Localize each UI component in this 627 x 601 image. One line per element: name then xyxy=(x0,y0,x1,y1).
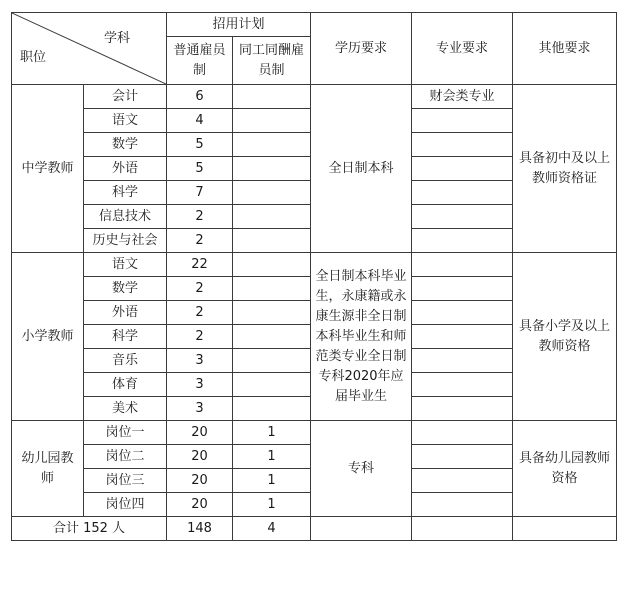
total-education-empty xyxy=(311,517,412,541)
regular-count-cell: 20 xyxy=(167,469,233,493)
major-requirement-cell xyxy=(412,109,513,133)
total-major-empty xyxy=(412,517,513,541)
regular-count-cell: 2 xyxy=(167,229,233,253)
same-pay-count-cell xyxy=(233,277,311,301)
education-requirement: 专科 xyxy=(311,421,412,517)
header-plan: 招用计划 xyxy=(167,13,311,37)
diagonal-divider xyxy=(12,13,166,84)
major-requirement-cell xyxy=(412,253,513,277)
recruitment-table xyxy=(11,12,617,541)
regular-count-cell: 3 xyxy=(167,397,233,421)
major-requirement-cell xyxy=(412,397,513,421)
position-name: 中学教师 xyxy=(12,85,84,253)
subject-cell: 岗位二 xyxy=(84,445,167,469)
same-pay-count-cell xyxy=(233,205,311,229)
table-row xyxy=(12,421,617,445)
major-requirement-cell: 财会类专业 xyxy=(412,85,513,109)
major-requirement-cell xyxy=(412,493,513,517)
position-name: 幼儿园教师 xyxy=(12,421,84,517)
regular-count-cell: 20 xyxy=(167,445,233,469)
regular-count-cell: 2 xyxy=(167,301,233,325)
subject-cell: 科学 xyxy=(84,181,167,205)
subject-cell: 科学 xyxy=(84,325,167,349)
regular-count-cell: 2 xyxy=(167,205,233,229)
total-other-empty xyxy=(513,517,617,541)
subject-cell: 语文 xyxy=(84,253,167,277)
subject-cell: 岗位四 xyxy=(84,493,167,517)
same-pay-count-cell: 1 xyxy=(233,445,311,469)
subject-cell: 美术 xyxy=(84,397,167,421)
regular-count-cell: 20 xyxy=(167,421,233,445)
education-requirement: 全日制本科毕业生，永康籍或永康生源非全日制本科毕业生和师范类专业全日制专科2020年应届毕业生 xyxy=(311,253,412,421)
subject-cell: 岗位一 xyxy=(84,421,167,445)
same-pay-count-cell xyxy=(233,229,311,253)
regular-count-cell: 22 xyxy=(167,253,233,277)
position-name: 小学教师 xyxy=(12,253,84,421)
regular-count-cell: 3 xyxy=(167,373,233,397)
same-pay-count-cell xyxy=(233,325,311,349)
subject-cell: 信息技术 xyxy=(84,205,167,229)
total-label: 合计 152 人 xyxy=(12,517,167,541)
table-row xyxy=(12,85,617,109)
regular-count-cell: 7 xyxy=(167,181,233,205)
subject-cell: 语文 xyxy=(84,109,167,133)
subject-cell: 外语 xyxy=(84,301,167,325)
subject-cell: 外语 xyxy=(84,157,167,181)
same-pay-count-cell xyxy=(233,133,311,157)
subject-cell: 历史与社会 xyxy=(84,229,167,253)
regular-count-cell: 5 xyxy=(167,157,233,181)
other-requirement: 具备初中及以上教师资格证 xyxy=(513,85,617,253)
subject-cell: 数学 xyxy=(84,133,167,157)
regular-count-cell: 2 xyxy=(167,277,233,301)
total-regular: 148 xyxy=(167,517,233,541)
same-pay-count-cell xyxy=(233,253,311,277)
same-pay-count-cell: 1 xyxy=(233,421,311,445)
major-requirement-cell xyxy=(412,133,513,157)
other-requirement: 具备幼儿园教师资格 xyxy=(513,421,617,517)
education-requirement: 全日制本科 xyxy=(311,85,412,253)
header-major: 专业要求 xyxy=(412,13,513,85)
major-requirement-cell xyxy=(412,373,513,397)
same-pay-count-cell xyxy=(233,373,311,397)
regular-count-cell: 6 xyxy=(167,85,233,109)
regular-count-cell: 4 xyxy=(167,109,233,133)
header-regular: 普通雇员制 xyxy=(167,37,233,85)
subject-cell: 数学 xyxy=(84,277,167,301)
regular-count-cell: 2 xyxy=(167,325,233,349)
same-pay-count-cell xyxy=(233,349,311,373)
major-requirement-cell xyxy=(412,445,513,469)
header-same-pay: 同工同酬雇员制 xyxy=(233,37,311,85)
table-container xyxy=(11,12,617,541)
major-requirement-cell xyxy=(412,349,513,373)
same-pay-count-cell: 1 xyxy=(233,493,311,517)
subject-cell: 会计 xyxy=(84,85,167,109)
major-requirement-cell xyxy=(412,421,513,445)
regular-count-cell: 5 xyxy=(167,133,233,157)
subject-cell: 岗位三 xyxy=(84,469,167,493)
same-pay-count-cell: 1 xyxy=(233,469,311,493)
same-pay-count-cell xyxy=(233,157,311,181)
major-requirement-cell xyxy=(412,181,513,205)
same-pay-count-cell xyxy=(233,397,311,421)
major-requirement-cell xyxy=(412,229,513,253)
same-pay-count-cell xyxy=(233,85,311,109)
regular-count-cell: 20 xyxy=(167,493,233,517)
other-requirement: 具备小学及以上教师资格 xyxy=(513,253,617,421)
major-requirement-cell xyxy=(412,157,513,181)
header-education: 学历要求 xyxy=(311,13,412,85)
major-requirement-cell xyxy=(412,325,513,349)
same-pay-count-cell xyxy=(233,301,311,325)
total-same-pay: 4 xyxy=(233,517,311,541)
same-pay-count-cell xyxy=(233,181,311,205)
total-row xyxy=(12,517,617,541)
header-corner-cell xyxy=(12,13,167,85)
major-requirement-cell xyxy=(412,301,513,325)
regular-count-cell: 3 xyxy=(167,349,233,373)
table-row xyxy=(12,253,617,277)
major-requirement-cell xyxy=(412,205,513,229)
major-requirement-cell xyxy=(412,277,513,301)
major-requirement-cell xyxy=(412,469,513,493)
header-subject: 学科 xyxy=(103,31,130,46)
header-position: 职位 xyxy=(20,50,47,65)
header-other: 其他要求 xyxy=(513,13,617,85)
subject-cell: 音乐 xyxy=(84,349,167,373)
subject-cell: 体育 xyxy=(84,373,167,397)
same-pay-count-cell xyxy=(233,109,311,133)
